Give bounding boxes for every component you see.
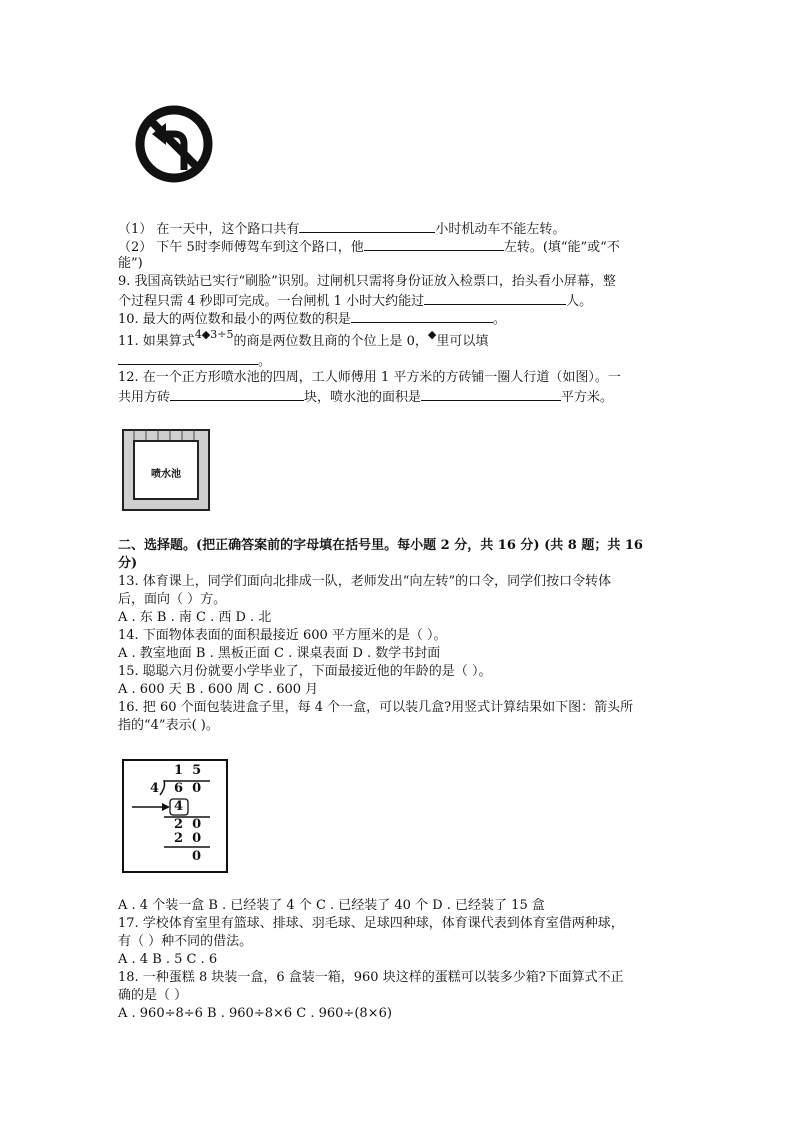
q15-line1: 15. 聪聪六月份就要小学毕业了，下面最接近他的年龄的是（ ）。 [118, 664, 492, 679]
q15-options[interactable]: A . 600 天 B . 600 周 C . 600 月 [118, 682, 319, 697]
q11-text-c: 里可以填 [436, 334, 489, 349]
fountain-figure [122, 429, 210, 511]
q8-part2-continued: 能”) [118, 256, 143, 271]
division-step2: 2 0 [174, 817, 202, 832]
q16-line2: 指的“4”表示( )。 [118, 718, 219, 733]
division-quotient: 1 5 [174, 763, 202, 778]
q12-line1: 12. 在一个正方形喷水池的四周，工人师傅用 1 平方米的方砖铺一圈人行道（如图）。一 [118, 370, 621, 385]
section2-heading-line1: 二、选择题。(把正确答案前的字母填在括号里。每小题 2 分，共 16 分) (共 8 题；共 16 [118, 538, 643, 553]
q12-answer-blank-1[interactable] [170, 387, 304, 401]
division-step3: 2 0 [174, 831, 202, 846]
q9-text-a: 个过程只需 4 秒即可完成。一台闸机 1 小时大约能过 [118, 294, 425, 309]
q8-part1-text-a: （1） 在一天中，这个路口共有 [118, 222, 300, 237]
q17-options[interactable]: A . 4 B . 5 C . 6 [118, 952, 218, 967]
q11-text-b: 的商是两位数且商的个位上是 0， [233, 334, 428, 349]
q12-text-a: 共用方砖 [118, 390, 171, 405]
q14-options[interactable]: A . 教室地面 B . 黑板正面 C . 课桌表面 D . 数学书封面 [118, 646, 441, 661]
q10-answer-blank[interactable] [351, 309, 493, 323]
q13-line2: 后，面向（ ）方。 [118, 592, 227, 607]
division-divisor: 4 [150, 781, 160, 796]
no-left-turn-sign-icon [128, 104, 220, 184]
q10-text-b: 。 [492, 312, 506, 327]
q9-text-b: 人。 [566, 294, 593, 309]
q16-options[interactable]: A . 4 个装一盒 B . 已经装了 4 个 C . 已经装了 40 个 D . 已经装了 15 盒 [118, 898, 545, 913]
q13-options[interactable]: A . 东 B . 南 C . 西 D . 北 [118, 610, 272, 625]
long-division-figure [122, 759, 228, 873]
q17-line2: 有（ ）种不同的借法。 [118, 934, 253, 949]
q13-line1: 13. 体育课上，同学们面向北排成一队，老师发出“向左转”的口令，同学们按口令转体 [118, 574, 612, 589]
q8-part1-text-b: 小时机动车不能左转。 [435, 222, 566, 237]
q10-text-a: 10. 最大的两位数和最小的两位数的积是 [118, 312, 351, 327]
q11-diamond-symbol: ◆ [427, 328, 437, 341]
q11-line2 [118, 351, 271, 371]
division-remainder: 0 [192, 849, 202, 864]
q18-options[interactable]: A . 960÷8÷6 B . 960÷8×6 C . 960÷(8×6) [118, 1006, 392, 1021]
q14-line1: 14. 下面物体表面的面积最接近 600 平方厘米的是（ ）。 [118, 628, 447, 643]
q12-text-c: 平方米。 [561, 390, 614, 405]
q12-text-b: 块，喷水池的面积是 [304, 390, 422, 405]
q8-part2-answer-blank[interactable] [364, 237, 504, 251]
q8-part1-answer-blank[interactable] [299, 219, 435, 233]
q11-text-a: 11. 如果算式 [118, 334, 195, 349]
q8-part2 [118, 237, 620, 257]
q10 [118, 309, 506, 329]
q9-answer-blank[interactable] [424, 291, 566, 305]
section2-heading-line2: 分) [118, 556, 138, 571]
q16-line1: 16. 把 60 个面包装进盒子里，每 4 个一盒，可以装几盒?用竖式计算结果如下图：箭头所 [118, 700, 634, 715]
q8-part2-text-b: 左转。(填“能”或“不 [503, 240, 620, 255]
division-step1-highlighted-4: 4 [174, 799, 184, 814]
q11-answer-blank[interactable] [118, 351, 258, 365]
q11-formula: 4◆3÷5 [194, 328, 234, 341]
q12-line2 [118, 387, 613, 407]
division-dividend: 6 0 [174, 781, 202, 796]
q11-text-d: 。 [258, 354, 272, 369]
q18-line1: 18. 一种蛋糕 8 块装一盒，6 盒装一箱，960 块这样的蛋糕可以装多少箱?下面算式不正 [118, 970, 624, 985]
q17-line1: 17. 学校体育室里有篮球、排球、羽毛球、足球四种球，体育课代表到体育室借两种球， [118, 916, 624, 931]
q9-line2 [118, 291, 592, 311]
q8-part2-text-a: （2） 下午 5时李师傅驾车到这个路口，他 [118, 240, 364, 255]
q9-line1: 9. 我国高铁站已实行“刷脸”识别。过闸机只需将身份证放入检票口，抬头看小屏幕，整 [118, 274, 616, 289]
q18-line2: 确的是（ ） [118, 988, 188, 1003]
fountain-label: 喷水池 [151, 469, 181, 480]
q11-line1 [118, 328, 489, 351]
q8-part1 [118, 219, 565, 239]
q12-answer-blank-2[interactable] [421, 387, 561, 401]
